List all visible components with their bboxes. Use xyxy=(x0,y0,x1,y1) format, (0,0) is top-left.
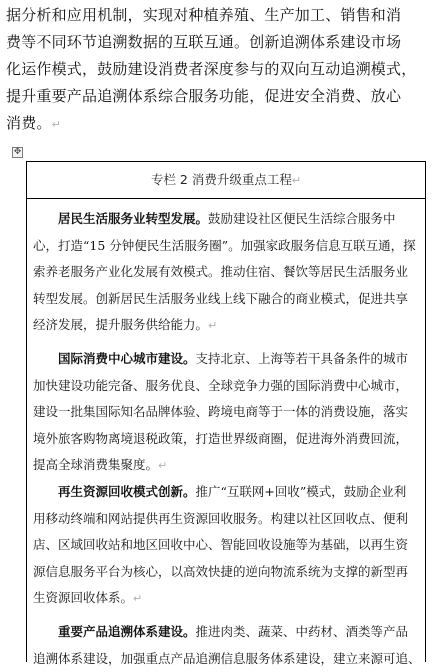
section-heading: 国际消费中心城市建设。 xyxy=(58,351,196,366)
section-line: 转型发展。创新居民生活服务业线上线下融合的商业模式，促进共享 xyxy=(33,286,421,313)
section-first-line xyxy=(33,346,421,373)
body-line: 提升重要产品追溯体系综合服务功能，促进安全消费、放心 xyxy=(6,83,428,110)
section-first-line xyxy=(33,479,421,506)
body-line: 据分析和应用机制，实现对种植养殖、生产加工、销售和消 xyxy=(6,2,428,29)
section-line: 追溯体系建设，加强重点产品追溯信息服务体系建设，建立来源可追、 xyxy=(33,646,421,672)
section-first-line xyxy=(33,619,421,646)
body-paragraph xyxy=(6,2,428,137)
box-title-text: 专栏 2 消费升级重点工程 xyxy=(151,172,292,187)
paragraph-mark: ↵ xyxy=(158,459,167,472)
section-heading: 再生资源回收模式创新。 xyxy=(58,484,196,499)
section-line xyxy=(33,585,421,612)
section-line xyxy=(33,312,421,339)
section-line: 店、区域回收站和地区回收中心、智能回收设施等为基础，以再生资 xyxy=(33,532,421,559)
section-heading: 重要产品追溯体系建设。 xyxy=(58,624,196,639)
body-line-text: 消费。 xyxy=(6,114,52,132)
section-first-line xyxy=(33,206,421,233)
section-line: 加快建设功能完备、服务优良、全球竞争力强的国际消费中心城市， xyxy=(33,373,421,400)
move-anchor-icon[interactable]: ✥ xyxy=(12,147,23,158)
section-text: 鼓励建设社区便民生活综合服务中 xyxy=(208,211,396,226)
section-text: 提高全球消费集聚度。 xyxy=(33,457,158,472)
section-line: 心，打造“15 分钟便民生活服务圈”。加强家政服务信息互联互通，探 xyxy=(33,233,421,260)
section-text: 支持北京、上海等若干具备条件的城市 xyxy=(196,351,409,366)
section-text: 经济发展，提升服务供给能力。 xyxy=(33,317,208,332)
section-text: 推进肉类、蔬菜、中药材、酒类等产品 xyxy=(196,624,409,639)
section-text: 推广“互联网+回收”模式，鼓励企业利 xyxy=(196,484,407,499)
section-line: 建设一批集国际知名品牌体验、跨境电商等于一体的消费设施，落实 xyxy=(33,399,421,426)
box-body xyxy=(33,199,421,672)
section-line: 源信息服务平台为核心，以高效快捷的逆向物流系统为支撑的新型再 xyxy=(33,559,421,586)
paragraph-mark: ↵ xyxy=(52,118,61,131)
body-line xyxy=(6,110,428,137)
paragraph-mark: ↵ xyxy=(292,174,301,187)
box-title xyxy=(27,162,425,199)
section-line xyxy=(33,452,421,479)
section-text: 生资源回收体系。 xyxy=(33,590,133,605)
section-line: 用移动终端和网站提供再生资源回收服务。构建以社区回收点、便利 xyxy=(33,506,421,533)
section-line: 索养老服务产业化发展有效模式。推动住宿、餐饮等居民生活服务业 xyxy=(33,259,421,286)
body-line: 费等不同环节追溯数据的互联互通。创新追溯体系建设市场 xyxy=(6,29,428,56)
body-line: 化运作模式，鼓励建设消费者深度参与的双向互动追溯模式， xyxy=(6,56,428,83)
paragraph-mark: ↵ xyxy=(208,319,217,332)
section-line: 境外旅客购物离境退税政策，打造世界级商圈，促进海外消费回流， xyxy=(33,426,421,453)
section-heading: 居民生活服务业转型发展。 xyxy=(58,211,208,226)
feature-box xyxy=(26,161,426,662)
paragraph-mark: ↵ xyxy=(133,592,142,605)
